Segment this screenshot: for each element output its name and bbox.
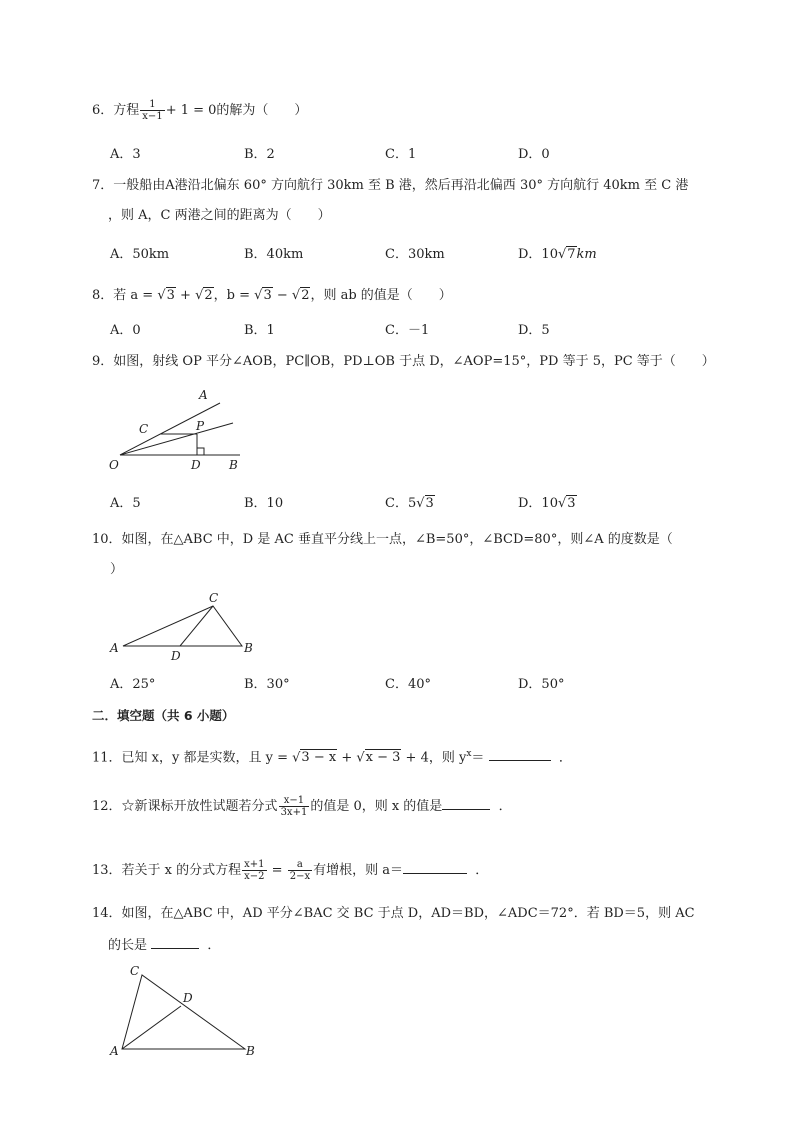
question-text: 已知 x，y 都是实数，且 y = bbox=[121, 750, 293, 766]
label-a: A bbox=[110, 1044, 119, 1058]
question-text: ＝ bbox=[471, 750, 485, 766]
triangle-abc bbox=[123, 606, 242, 646]
question-text: 的值是 0，则 x 的值是 bbox=[310, 799, 443, 814]
question-text: 如图，在△ABC 中，AD 平分∠BAC 交 BC 于点 D，AD＝BD，∠ADC＝72°．若 BD＝5，则 AC bbox=[121, 906, 695, 921]
choice-c: C．1 bbox=[385, 147, 417, 162]
question-end: ． bbox=[475, 863, 489, 878]
choice-b: B．1 bbox=[244, 323, 275, 338]
radicand: x − 3 bbox=[365, 750, 401, 766]
choice-d: D．0 bbox=[518, 147, 550, 162]
question-text: ，则 ab 的值是（ ） bbox=[310, 288, 452, 303]
question-text: + 4，则 y bbox=[401, 750, 467, 766]
question-12 bbox=[92, 795, 512, 818]
choice-b: B．2 bbox=[244, 147, 275, 162]
question-13 bbox=[92, 859, 488, 882]
figure-q9 bbox=[105, 383, 255, 475]
fraction-numerator: 1 bbox=[140, 99, 164, 111]
radicand: 3 bbox=[263, 288, 272, 303]
choice-c: C．30km bbox=[385, 247, 445, 262]
choice-b: B．30° bbox=[244, 677, 290, 692]
question-number: 10． bbox=[92, 532, 122, 547]
question-10-continuation: ） bbox=[110, 562, 124, 577]
question-7-continuation: ，则 A，C 两港之间的距离为（ ） bbox=[108, 208, 331, 223]
question-end: ． bbox=[207, 938, 221, 953]
question-text: 若关于 x 的分式方程 bbox=[121, 863, 242, 878]
answer-blank[interactable] bbox=[403, 861, 467, 874]
choice-c: C．－1 bbox=[385, 323, 430, 338]
question-number: 11． bbox=[92, 750, 122, 766]
choice-d: D．10√3 bbox=[518, 496, 576, 511]
figure-q10 bbox=[105, 588, 265, 666]
choice-d bbox=[518, 246, 597, 264]
question-14 bbox=[92, 905, 695, 923]
exponent: x bbox=[466, 749, 472, 759]
choice-a: A．0 bbox=[110, 323, 141, 338]
fraction bbox=[279, 795, 310, 818]
question-11: 11．已知 x，y 都是实数，且 y = √3 − x + √x − 3 + 4，则 $y^x=$ ． bbox=[92, 749, 572, 766]
question-14-continuation bbox=[108, 936, 220, 955]
question-8: 8．若 a = √3 + √2，b = √3 − √2，则 ab 的值是（ ） bbox=[92, 288, 452, 303]
radicand: 3 − x bbox=[301, 750, 337, 766]
question-text: ☆新课标开放性试题若分式 bbox=[121, 799, 278, 814]
choice-c-coef: C．5 bbox=[385, 496, 417, 511]
question-end: ． bbox=[558, 750, 572, 766]
fraction-denominator: x−1 bbox=[142, 111, 163, 122]
label-b: B bbox=[229, 458, 238, 472]
choice-d: D．5 bbox=[518, 323, 550, 338]
question-number: 8． bbox=[92, 288, 114, 303]
fraction bbox=[242, 859, 266, 882]
question-10 bbox=[92, 531, 673, 549]
question-number: 6． bbox=[92, 103, 114, 118]
question-text: + bbox=[337, 750, 357, 766]
choice-c: C．40° bbox=[385, 677, 431, 692]
question-number: 13． bbox=[92, 863, 122, 878]
radicand: 3 bbox=[567, 496, 576, 511]
answer-blank[interactable] bbox=[151, 936, 199, 949]
question-text: 一般船由A港沿北偏东 60° 方向航行 30km 至 B 港，然后再沿北偏西 30° 方向航行 40km 至 C 港 bbox=[113, 178, 689, 193]
label-a: A bbox=[199, 388, 208, 402]
fraction-denominator: x−2 bbox=[244, 871, 265, 882]
radicand: 2 bbox=[301, 288, 310, 303]
question-number: 14． bbox=[92, 906, 122, 921]
segment-ad bbox=[122, 1006, 181, 1049]
question-text: 如图，射线 OP 平分∠AOB，PC∥OB，PD⊥OB 于点 D，∠AOP=15°，PD 等于 5，PC 等于（ ） bbox=[113, 354, 715, 369]
question-text: + 1 = 0的解为（ ） bbox=[165, 103, 308, 118]
ray-oa bbox=[120, 403, 220, 455]
triangle-abc bbox=[122, 975, 245, 1049]
label-a: A bbox=[110, 641, 119, 655]
choice-a: A．25° bbox=[110, 677, 156, 692]
choice-d: D．50° bbox=[518, 677, 565, 692]
label-b: B bbox=[246, 1044, 255, 1058]
label-b: B bbox=[244, 641, 253, 655]
fraction-denominator: 2−x bbox=[289, 871, 311, 882]
question-text: 如图，在△ABC 中，D 是 AC 垂直平分线上一点，∠B=50°，∠BCD=80°，则∠A 的度数是（ bbox=[121, 532, 673, 547]
question-text: − bbox=[272, 288, 292, 303]
unit: km bbox=[576, 247, 597, 262]
choice-b: B．40km bbox=[244, 247, 304, 262]
fraction bbox=[288, 859, 312, 882]
question-6 bbox=[92, 99, 307, 122]
fraction-denominator: 3x+1 bbox=[280, 807, 308, 818]
question-number: 12． bbox=[92, 799, 122, 814]
answer-blank[interactable] bbox=[442, 797, 490, 810]
label-d: D bbox=[171, 649, 181, 663]
choice-a: A．50km bbox=[110, 247, 170, 262]
fraction-numerator: x−1 bbox=[279, 795, 310, 807]
choice-a: A．5 bbox=[110, 496, 141, 511]
radicand: 7 bbox=[567, 247, 576, 262]
choice-d-coef: D．10 bbox=[518, 247, 558, 262]
label-o: O bbox=[109, 458, 119, 472]
question-text: 若 a = bbox=[113, 288, 158, 303]
answer-blank[interactable] bbox=[489, 748, 551, 761]
figure-q14 bbox=[105, 962, 265, 1062]
question-number: 7． bbox=[92, 178, 114, 193]
equals-sign: = bbox=[267, 863, 287, 878]
label-d: D bbox=[183, 991, 193, 1005]
fraction bbox=[140, 99, 164, 122]
question-end: ． bbox=[498, 799, 512, 814]
label-c: C bbox=[139, 422, 149, 436]
right-angle-mark bbox=[197, 448, 204, 455]
sqrt-sign: √ bbox=[557, 247, 567, 262]
segment-cd bbox=[180, 606, 213, 646]
label-d: D bbox=[191, 458, 201, 472]
choice-a: A．3 bbox=[110, 147, 141, 162]
radicand: 2 bbox=[204, 288, 213, 303]
section-heading-fill-in: 二．填空题（共 6 小题） bbox=[92, 708, 235, 723]
choice-d-coef: D．10 bbox=[518, 496, 558, 511]
ray-op bbox=[120, 423, 233, 455]
label-c: C bbox=[209, 591, 219, 605]
choice-c: C．5√3 bbox=[385, 496, 434, 511]
label-p: P bbox=[196, 419, 205, 433]
fraction-numerator: a bbox=[288, 859, 312, 871]
fraction-numerator: x+1 bbox=[244, 859, 265, 870]
radicand: 3 bbox=[425, 496, 434, 511]
question-9 bbox=[92, 353, 715, 371]
question-text: 有增根，则 a＝ bbox=[313, 863, 403, 878]
question-text: 方程 bbox=[113, 103, 140, 118]
label-c: C bbox=[130, 964, 140, 978]
choice-b: B．10 bbox=[244, 496, 284, 511]
radicand: 3 bbox=[166, 288, 175, 303]
question-7 bbox=[92, 177, 688, 195]
question-text: + bbox=[175, 288, 196, 303]
question-number: 9． bbox=[92, 354, 114, 369]
question-text: 的长是 bbox=[108, 938, 148, 953]
question-text: ，b = bbox=[213, 288, 255, 303]
